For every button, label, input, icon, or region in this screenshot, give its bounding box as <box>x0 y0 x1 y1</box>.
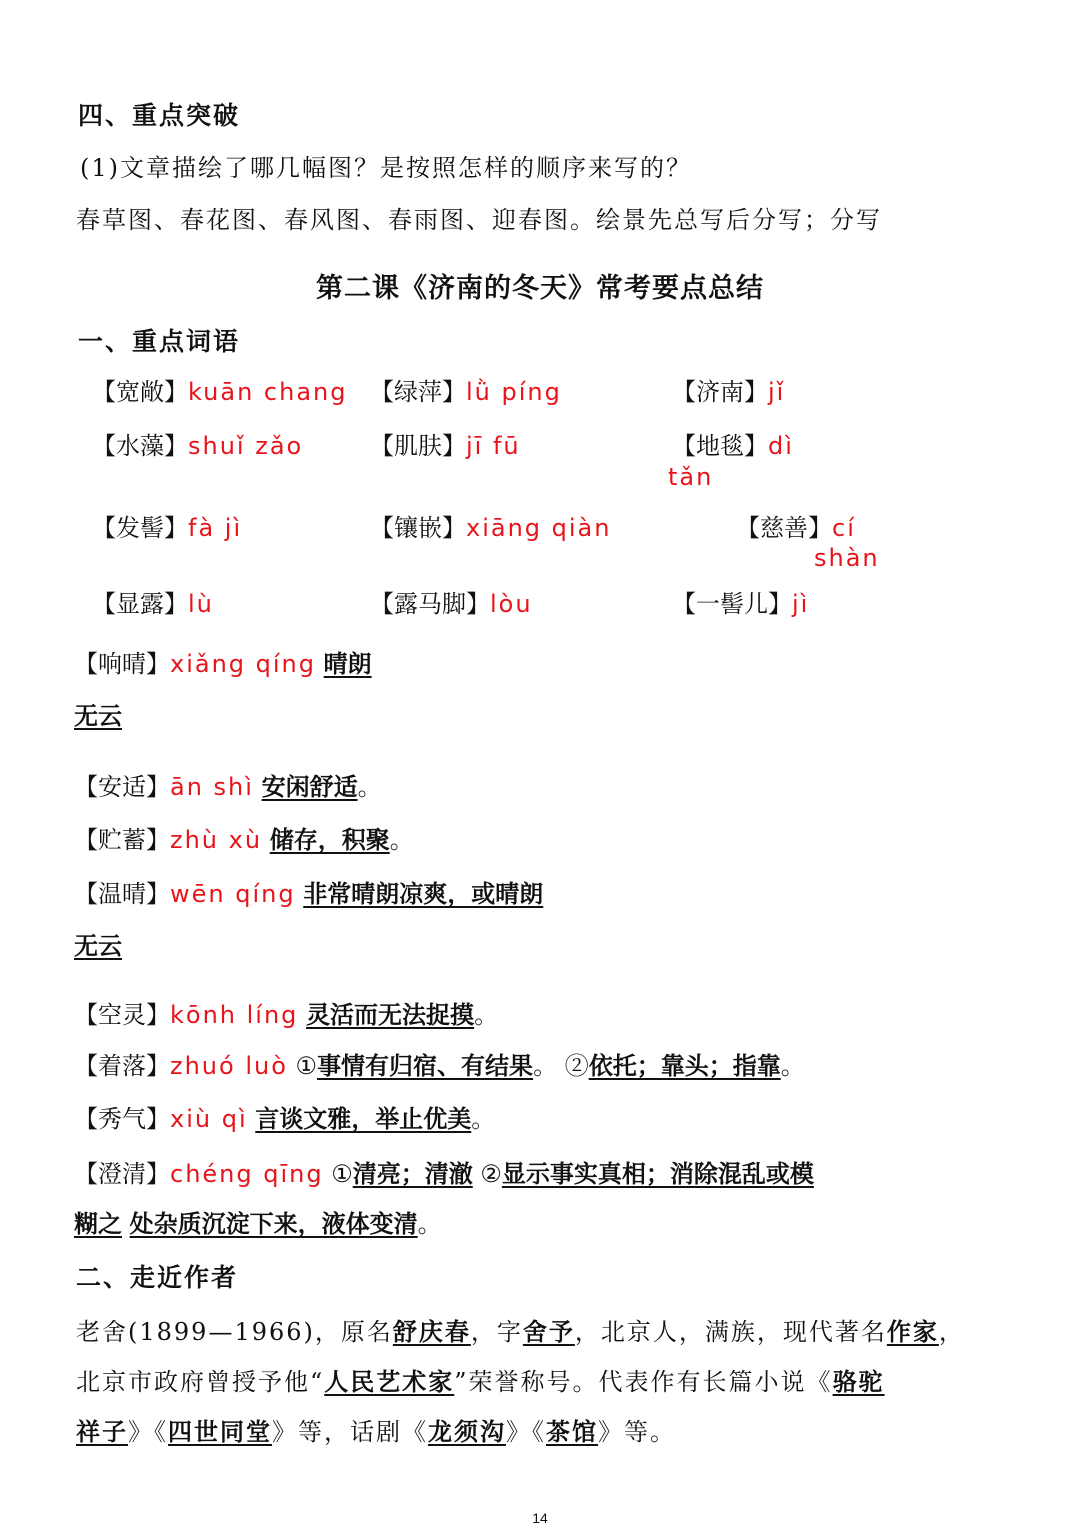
vocab-pinyin: zhù xù <box>170 826 263 854</box>
vocab-definition: 晴朗 <box>323 650 372 678</box>
punctuation: 。 <box>357 773 382 801</box>
vocab-word: 【贮蓄】 <box>74 826 170 854</box>
vocab-entry <box>92 508 242 543</box>
vocab-word: 【肌肤】 <box>370 432 466 460</box>
author-keyword: 骆驼 <box>832 1368 885 1396</box>
vocab-definition: 灵活而无法捉摸 <box>306 1001 475 1029</box>
sense-marker: ① <box>295 1052 318 1080</box>
punctuation: 。 <box>533 1052 558 1080</box>
vocab-definition: 事情有归宿、有结果 <box>317 1052 534 1080</box>
vocab-entry <box>672 426 794 461</box>
vocab-word: 【着落】 <box>74 1052 170 1080</box>
author-text: ，北京人，满族，现代著名 <box>574 1318 887 1346</box>
vocab-pinyin-continued: tǎn <box>668 463 714 491</box>
vocab-word: 【显露】 <box>92 590 188 618</box>
author-text: 》等，话剧《 <box>272 1418 428 1446</box>
author-text: 》《 <box>506 1418 546 1446</box>
vocab-definition-continued: 无云 <box>74 702 122 730</box>
author-text: ”荣誉称号。代表作有长篇小说《 <box>454 1368 833 1396</box>
vocab-word: 【宽敞】 <box>92 378 188 406</box>
vocab-entry <box>92 372 347 407</box>
vocab-definition: 处杂质沉淀下来，液体变清 <box>129 1210 418 1238</box>
vocab-entry <box>736 508 856 543</box>
vocab-definition-row <box>74 767 382 802</box>
vocab-entry <box>370 584 533 619</box>
author-text: 》《 <box>128 1418 168 1446</box>
vocab-pinyin: jǐ <box>768 378 786 406</box>
vocab-pinyin: zhuó luò <box>170 1052 288 1080</box>
vocab-entry <box>370 426 521 461</box>
vocab-definition-row <box>74 995 498 1030</box>
author-keyword: 茶馆 <box>546 1418 598 1446</box>
vocab-word: 【温晴】 <box>74 880 170 908</box>
vocab-entry <box>672 372 785 407</box>
author-keyword: 舍予 <box>522 1318 575 1346</box>
vocab-word: 【水藻】 <box>92 432 188 460</box>
vocab-word: 【发髻】 <box>92 514 188 542</box>
answer-text: 春草图、春花图、春风图、春雨图、迎春图。绘景先总写后分写；分写 <box>76 206 882 234</box>
vocab-word: 【一髻儿】 <box>672 590 792 618</box>
vocab-entry <box>672 584 809 619</box>
vocab-definition-row <box>74 644 372 679</box>
vocab-definition: 非常晴朗凉爽，或晴朗 <box>303 880 544 908</box>
author-text: 》等。 <box>598 1418 676 1446</box>
vocab-pinyin: xiǎng qíng <box>170 650 316 678</box>
vocab-definition: 依托；靠头；指靠 <box>588 1052 781 1080</box>
sense-marker: ② <box>480 1160 502 1188</box>
vocab-word: 【澄清】 <box>74 1160 170 1188</box>
vocab-pinyin-continued: shàn <box>814 544 880 572</box>
vocab-definition-row <box>74 1099 495 1134</box>
punctuation: 。 <box>417 1210 442 1238</box>
punctuation: 。 <box>780 1052 805 1080</box>
vocab-pinyin: lǜ píng <box>466 378 562 406</box>
vocab-word: 【地毯】 <box>672 432 768 460</box>
vocab-pinyin: lù <box>188 590 214 618</box>
vocab-pinyin: fà jì <box>188 514 243 542</box>
author-line <box>76 1362 885 1397</box>
vocab-pinyin: lòu <box>490 590 533 618</box>
author-text: 老舍(1899—1966)，原名 <box>76 1318 393 1346</box>
lesson-title: 第二课《济南的冬天》常考要点总结 <box>316 273 764 304</box>
vocab-definition: 储存，积聚 <box>269 826 390 854</box>
vocab-definition-row <box>74 1046 805 1081</box>
author-line <box>76 1412 676 1447</box>
vocab-word: 【响晴】 <box>74 650 170 678</box>
vocab-definition: 言谈文雅，举止优美 <box>255 1105 472 1133</box>
vocab-word: 【济南】 <box>672 378 768 406</box>
vocab-definition-row <box>74 820 414 855</box>
vocab-definition-row <box>74 1154 814 1189</box>
sense-marker: ① <box>331 1160 353 1188</box>
vocab-word: 【空灵】 <box>74 1001 170 1029</box>
author-keyword: 舒庆春 <box>392 1318 471 1346</box>
vocab-word: 【安适】 <box>74 773 170 801</box>
vocab-pinyin: cí <box>832 514 856 542</box>
vocab-entry <box>370 372 562 407</box>
author-text: ，字 <box>470 1318 523 1346</box>
punctuation: 。 <box>474 1001 499 1029</box>
vocab-definition: 显示事实真相；消除混乱或模 <box>501 1160 814 1188</box>
vocab-word: 【露马脚】 <box>370 590 490 618</box>
author-keyword: 四世同堂 <box>168 1418 272 1446</box>
vocab-definition: 糊之 <box>74 1210 122 1238</box>
vocab-word: 【绿萍】 <box>370 378 466 406</box>
vocab-entry <box>92 584 214 619</box>
author-keyword: 作家 <box>886 1318 939 1346</box>
author-keyword: 人民艺术家 <box>324 1368 455 1396</box>
author-text: ， <box>938 1318 965 1346</box>
punctuation: 。 <box>471 1105 496 1133</box>
vocab-definition-row <box>74 874 543 909</box>
vocab-word: 【镶嵌】 <box>370 514 466 542</box>
vocab-pinyin: jī fū <box>466 432 521 460</box>
author-keyword: 祥子 <box>76 1418 128 1446</box>
vocab-word: 【秀气】 <box>74 1105 170 1133</box>
vocab-definition: 清亮；清澈 <box>352 1160 473 1188</box>
page-number: 14 <box>532 1510 548 1526</box>
section-heading-key-points: 四、重点突破 <box>78 101 241 130</box>
vocab-pinyin: kuān chang <box>188 378 348 406</box>
punctuation: 。 <box>389 826 414 854</box>
vocab-pinyin: wēn qíng <box>170 880 296 908</box>
vocab-definition: 安闲舒适 <box>261 773 358 801</box>
vocab-pinyin: xiù qì <box>170 1105 248 1133</box>
vocab-pinyin: chéng qīng <box>170 1160 324 1188</box>
section-heading-author: 二、走近作者 <box>76 1263 239 1292</box>
vocab-entry <box>370 508 611 543</box>
author-line <box>76 1312 965 1347</box>
vocab-pinyin: xiāng qiàn <box>466 514 612 542</box>
sense-marker: ② <box>564 1052 589 1080</box>
question-text: (1)文章描绘了哪几幅图？是按照怎样的顺序来写的？ <box>80 154 692 182</box>
vocab-definition-continued: 无云 <box>74 932 122 960</box>
vocab-pinyin: shuǐ zǎo <box>188 432 304 460</box>
section-heading-vocabulary: 一、重点词语 <box>78 327 241 356</box>
vocab-word: 【慈善】 <box>736 514 832 542</box>
vocab-entry <box>92 426 303 461</box>
vocab-pinyin: kōnh líng <box>170 1001 299 1029</box>
vocab-pinyin: dì <box>768 432 794 460</box>
vocab-definition-row-continued <box>74 1204 442 1239</box>
author-keyword: 龙须沟 <box>428 1418 506 1446</box>
vocab-pinyin: ān shì <box>170 773 254 801</box>
author-text: 北京市政府曾授予他“ <box>76 1368 325 1396</box>
vocab-pinyin: jì <box>792 590 810 618</box>
